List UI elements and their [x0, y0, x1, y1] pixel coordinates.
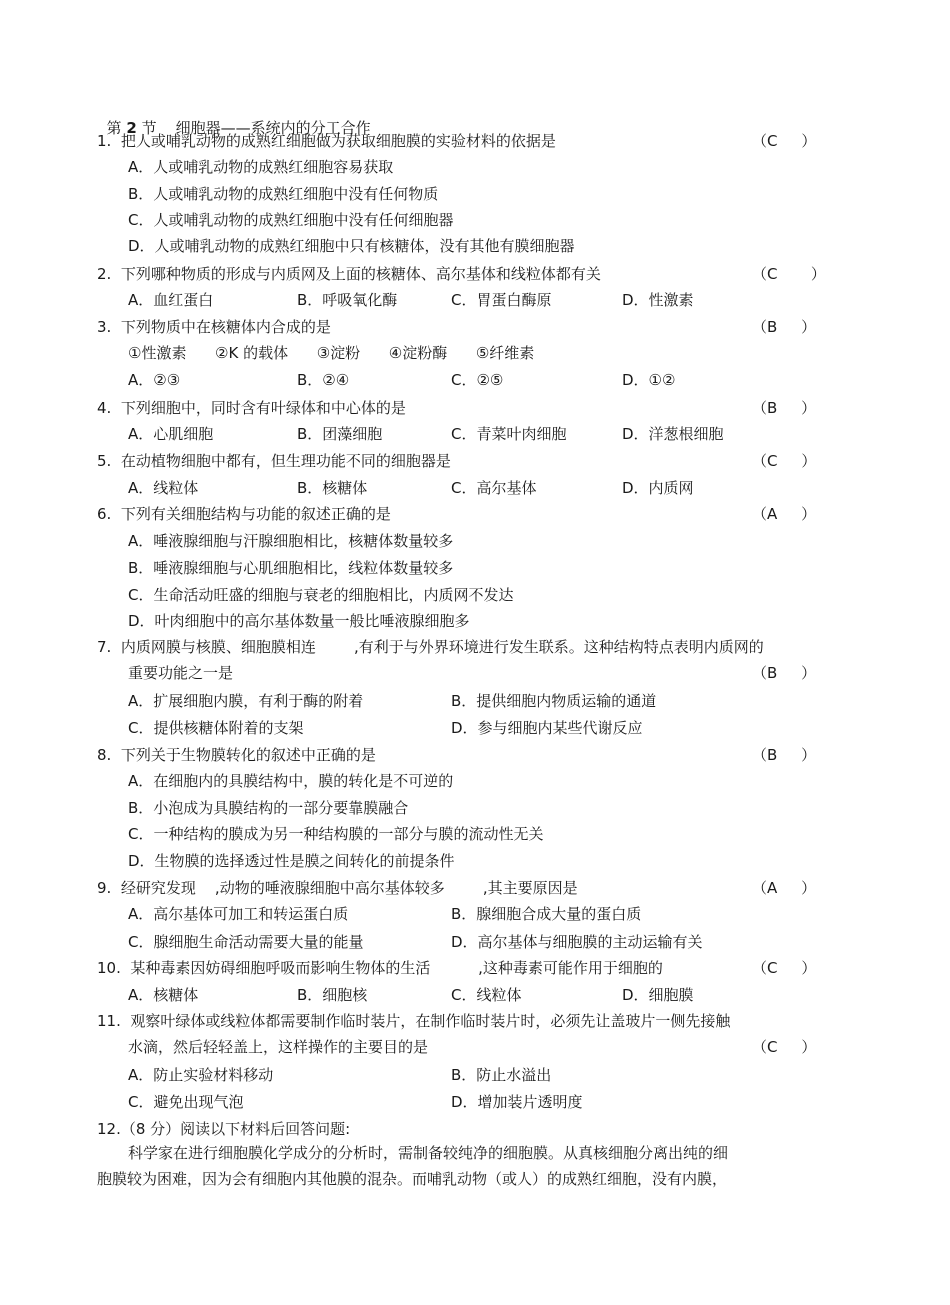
question-10-stem: 10. 某种毒素因妨碍细胞呼吸而影响生物体的生活 ,这种毒素可能作用于细胞的 — [97, 959, 663, 977]
question-9-option-b: B．腺细胞合成大量的蛋白质 — [451, 905, 642, 923]
question-9-option-d: D．高尔基体与细胞膜的主动运输有关 — [451, 933, 703, 951]
question-10-option-b: B．细胞核 — [297, 986, 368, 1004]
section-suffix: 节 — [141, 119, 157, 137]
question-3-option-b: B．②④ — [297, 371, 350, 389]
question-7-stem-cont: 重要功能之一是 — [128, 664, 234, 682]
question-3-items: ①性激素 ②K 的载体 ③淀粉 ④淀粉酶 ⑤纤维素 — [128, 344, 535, 362]
question-10-option-a: A．核糖体 — [128, 986, 199, 1004]
question-5-option-c: C．高尔基体 — [451, 479, 537, 497]
question-4-answer: （B ） — [752, 399, 817, 417]
question-4-option-c: C．青菜叶肉细胞 — [451, 425, 567, 443]
question-9-option-c: C．腺细胞生命活动需要大量的能量 — [128, 933, 364, 951]
question-1-option-d: D．人或哺乳动物的成熟红细胞中只有核糖体，没有其他有膜细胞器 — [128, 237, 575, 255]
question-3-option-d: D．①② — [622, 371, 676, 389]
question-3-answer: （B ） — [752, 318, 817, 336]
question-2-option-a: A．血红蛋白 — [128, 291, 214, 309]
question-12-passage-line-1: 科学家在进行细胞膜化学成分的分析时，需制备较纯净的细胞膜。从真核细胞分离出纯的细 — [128, 1144, 729, 1162]
section-heading: 细胞器——系统内的分工合作 — [175, 119, 371, 137]
question-1-option-a: A．人或哺乳动物的成熟红细胞容易获取 — [128, 158, 394, 176]
question-11-option-a: A．防止实验材料移动 — [128, 1066, 274, 1084]
question-8-option-c: C．一种结构的膜成为另一种结构膜的一部分与膜的流动性无关 — [128, 825, 544, 843]
question-1-stem: 1. 把人或哺乳动物的成熟红细胞做为获取细胞膜的实验材料的依据是 — [97, 132, 556, 150]
question-1-option-b: B．人或哺乳动物的成熟红细胞中没有任何物质 — [128, 185, 439, 203]
question-1-option-c: C．人或哺乳动物的成熟红细胞中没有任何细胞器 — [128, 211, 454, 229]
question-6-answer: （A ） — [752, 505, 817, 523]
question-4-option-a: A．心肌细胞 — [128, 425, 214, 443]
question-6-option-c: C．生命活动旺盛的细胞与衰老的细胞相比，内质网不发达 — [128, 586, 514, 604]
question-2-option-b: B．呼吸氧化酶 — [297, 291, 398, 309]
question-8-option-d: D．生物膜的选择透过性是膜之间转化的前提条件 — [128, 852, 455, 870]
question-2-stem: 2. 下列哪种物质的形成与内质网及上面的核糖体、高尔基体和线粒体都有关 — [97, 265, 601, 283]
question-8-answer: （B ） — [752, 746, 817, 764]
question-2-option-d: D．性激素 — [622, 291, 694, 309]
question-4-stem: 4. 下列细胞中，同时含有叶绿体和中心体的是 — [97, 399, 406, 417]
question-3-option-a: A．②③ — [128, 371, 181, 389]
question-3-option-c: C．②⑤ — [451, 371, 504, 389]
question-12-stem: 12.（8 分）阅读以下材料后回答问题: — [97, 1120, 351, 1138]
question-5-answer: （C ） — [752, 452, 817, 470]
question-8-option-b: B．小泡成为具膜结构的一部分要靠膜融合 — [128, 799, 409, 817]
section-title — [97, 101, 371, 137]
question-11-option-b: B．防止水溢出 — [451, 1066, 552, 1084]
question-8-stem: 8. 下列关于生物膜转化的叙述中正确的是 — [97, 746, 376, 764]
question-11-option-c: C．避免出现气泡 — [128, 1093, 244, 1111]
question-11-answer: （C ） — [752, 1038, 817, 1056]
question-5-stem: 5. 在动植物细胞中都有，但生理功能不同的细胞器是 — [97, 452, 451, 470]
question-9-answer: （A ） — [752, 879, 817, 897]
question-9-stem: 9. 经研究发现 ,动物的唾液腺细胞中高尔基体较多 ,其主要原因是 — [97, 879, 578, 897]
question-6-option-d: D．叶肉细胞中的高尔基体数量一般比唾液腺细胞多 — [128, 612, 470, 630]
question-2-option-c: C．胃蛋白酶原 — [451, 291, 552, 309]
question-5-option-a: A．线粒体 — [128, 479, 199, 497]
question-11-stem: 11. 观察叶绿体或线粒体都需要制作临时装片，在制作临时装片时，必须先让盖玻片一侧先接触 — [97, 1012, 731, 1030]
question-10-answer: （C ） — [752, 959, 817, 977]
question-7-option-b: B．提供细胞内物质运输的通道 — [451, 692, 657, 710]
question-6-option-a: A．唾液腺细胞与汗腺细胞相比，核糖体数量较多 — [128, 532, 454, 550]
question-1-answer: （C ） — [752, 132, 817, 150]
question-3-stem: 3. 下列物质中在核糖体内合成的是 — [97, 318, 331, 336]
question-12-passage-line-2: 胞膜较为困难，因为会有细胞内其他膜的混杂。而哺乳动物（或人）的成熟红细胞，没有内膜， — [97, 1170, 728, 1188]
question-7-option-c: C．提供核糖体附着的支架 — [128, 719, 304, 737]
question-6-option-b: B．唾液腺细胞与心肌细胞相比，线粒体数量较多 — [128, 559, 454, 577]
question-11-option-d: D．增加装片透明度 — [451, 1093, 583, 1111]
question-10-option-c: C．线粒体 — [451, 986, 522, 1004]
question-7-option-d: D．参与细胞内某些代谢反应 — [451, 719, 643, 737]
question-7-stem: 7. 内质网膜与核膜、细胞膜相连 ,有利于与外界环境进行发生联系。这种结构特点表明内质网的 — [97, 638, 764, 656]
question-5-option-b: B．核糖体 — [297, 479, 368, 497]
question-11-stem-cont: 水滴，然后轻轻盖上，这样操作的主要目的是 — [128, 1038, 429, 1056]
question-5-option-d: D．内质网 — [622, 479, 694, 497]
section-prefix: 第 — [106, 119, 122, 137]
question-9-option-a: A．高尔基体可加工和转运蛋白质 — [128, 905, 349, 923]
question-7-answer: （B ） — [752, 664, 817, 682]
question-4-option-d: D．洋葱根细胞 — [622, 425, 724, 443]
section-number: 2 — [126, 119, 137, 137]
question-8-option-a: A．在细胞内的具膜结构中，膜的转化是不可逆的 — [128, 772, 454, 790]
question-6-stem: 6. 下列有关细胞结构与功能的叙述正确的是 — [97, 505, 391, 523]
question-2-answer: （C ） — [752, 265, 826, 283]
question-4-option-b: B．团藻细胞 — [297, 425, 383, 443]
question-10-option-d: D．细胞膜 — [622, 986, 694, 1004]
question-7-option-a: A．扩展细胞内膜，有利于酶的附着 — [128, 692, 364, 710]
